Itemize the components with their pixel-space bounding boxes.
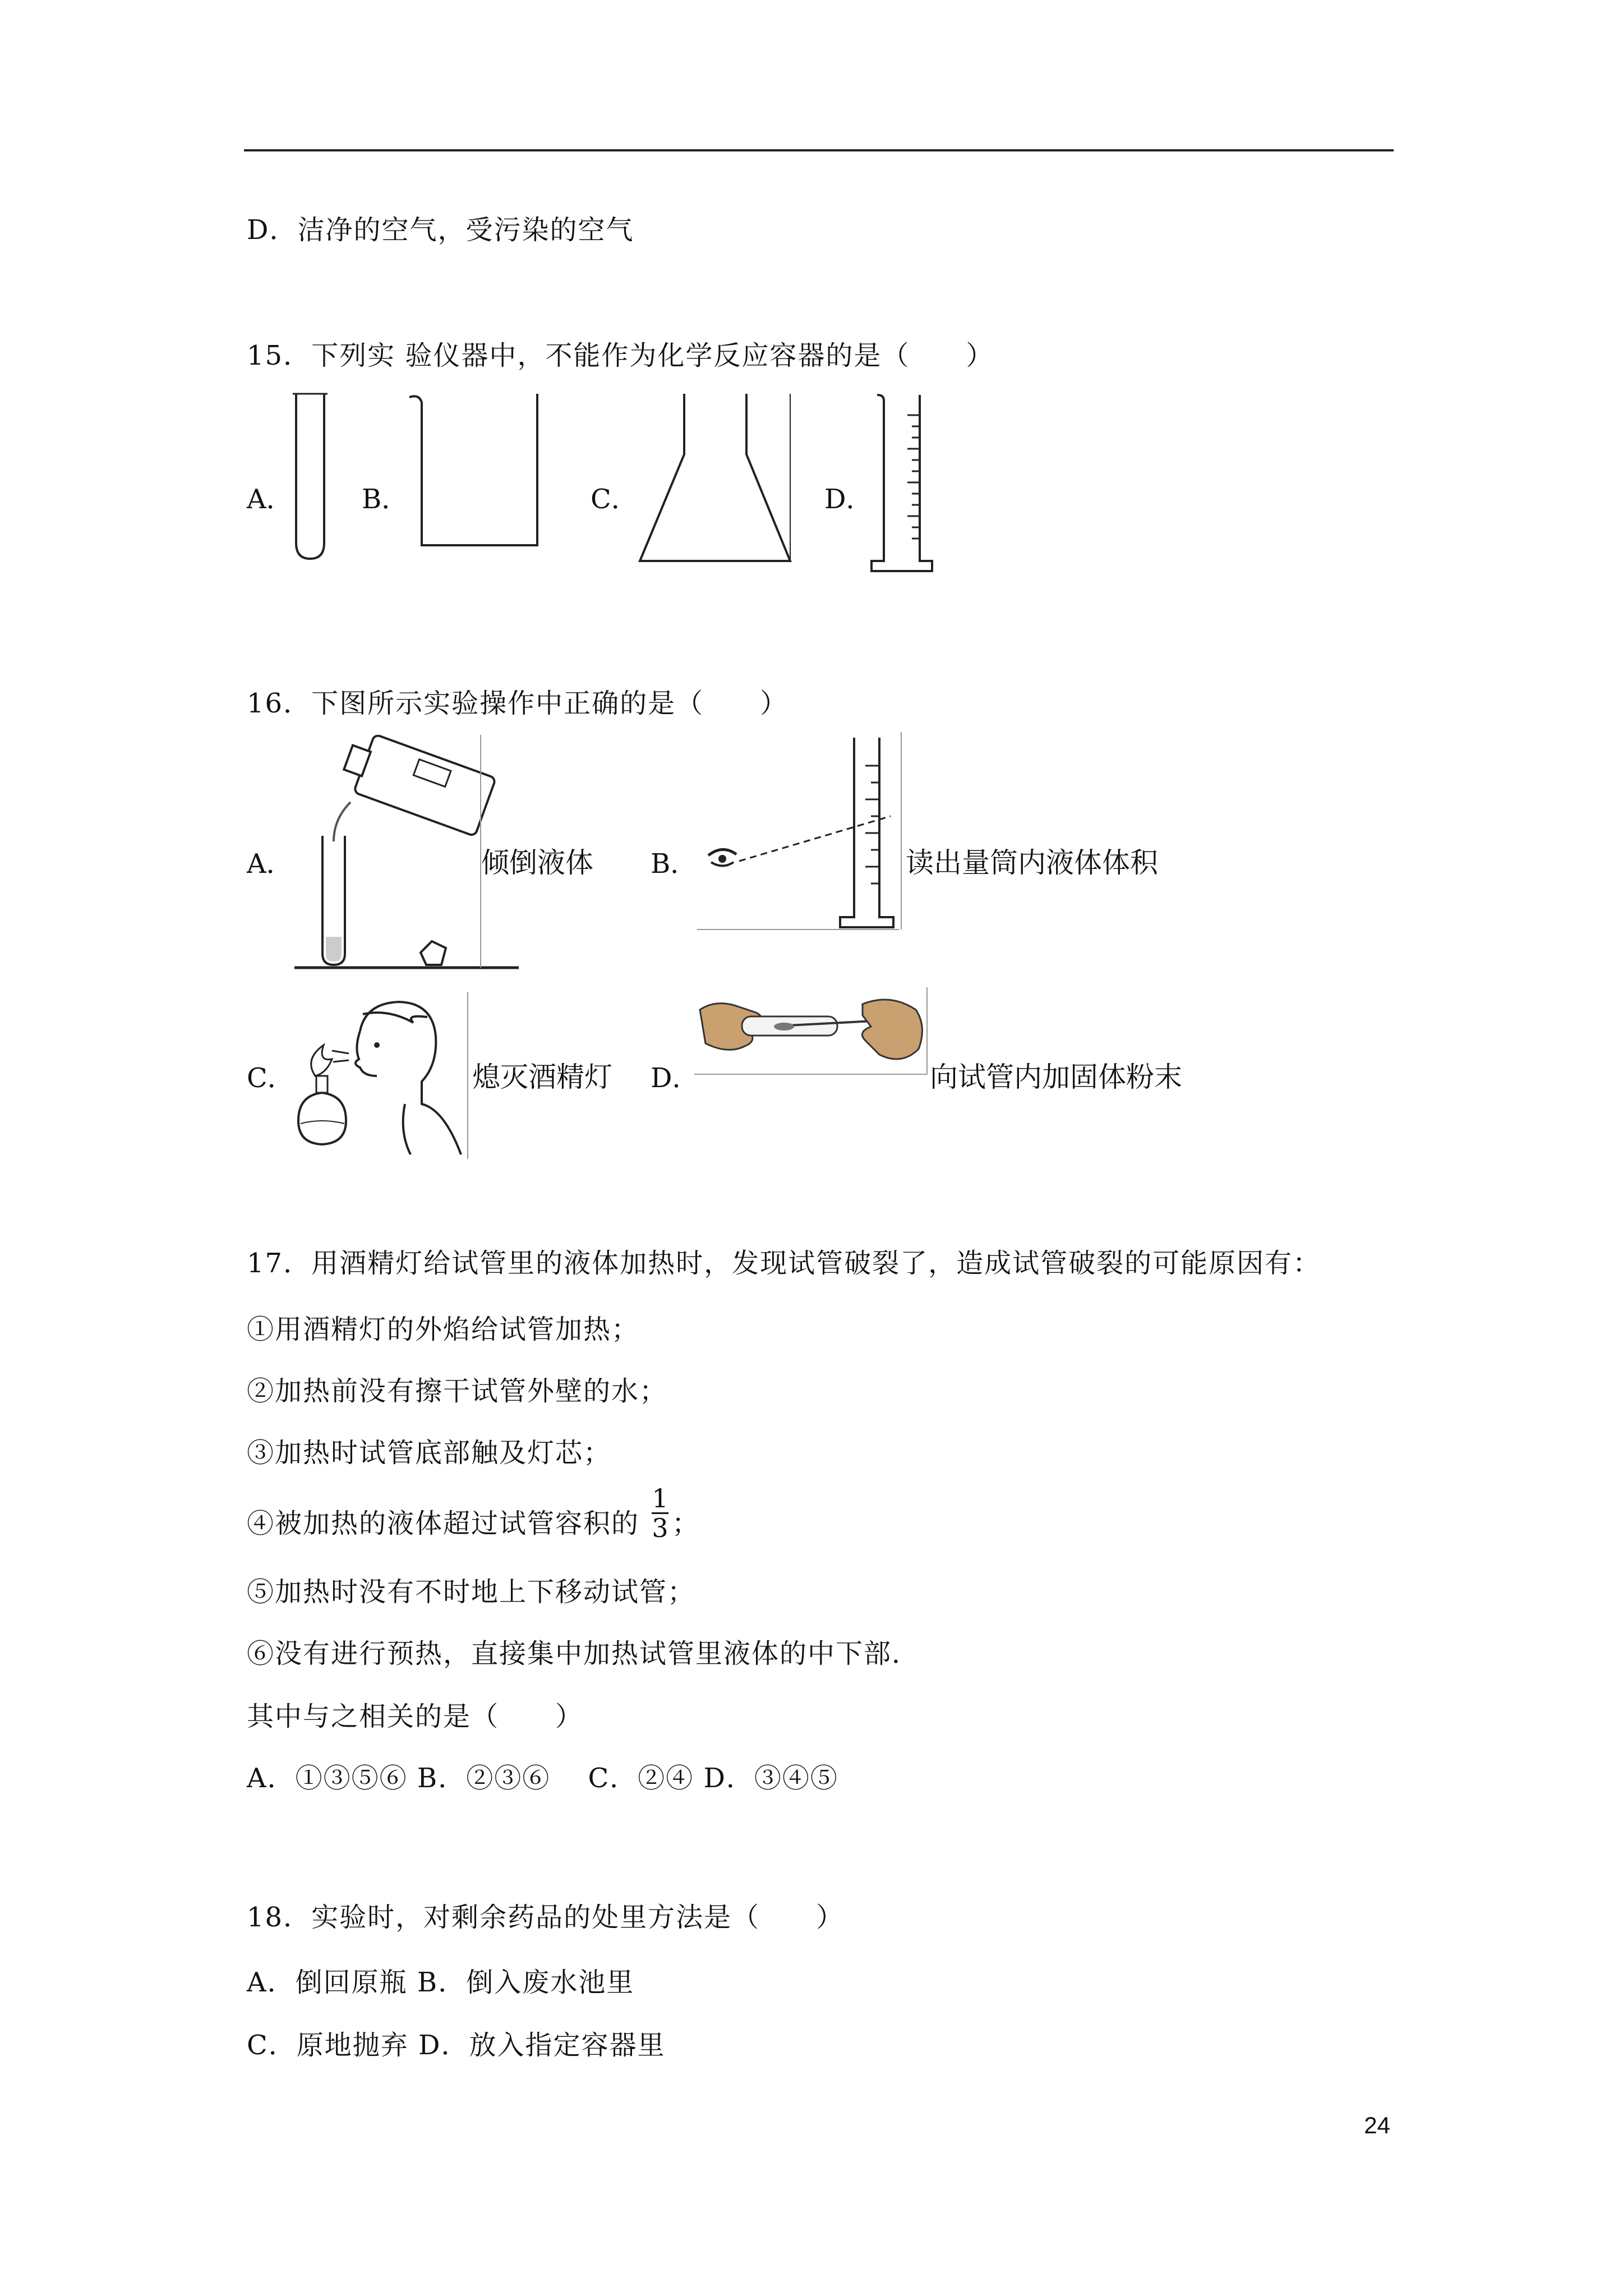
q17-item-3: ③加热时试管底部触及灯芯； <box>247 1437 612 1469</box>
q18-options-row1: A．倒回原瓶 B．倒入废水池里 <box>247 1967 635 1998</box>
beaker-icon <box>408 393 543 550</box>
q16-caption-d: 向试管内加固体粉末 <box>930 1061 1182 1093</box>
q16-caption-b: 读出量筒内液体体积 <box>906 846 1158 879</box>
reading-cylinder-icon <box>697 732 905 934</box>
test-tube-icon <box>291 393 330 561</box>
q15-label-c: C． <box>591 484 638 515</box>
q17-item-4: ④被加热的液体超过试管容积的 <box>247 1508 640 1539</box>
q15-label-d: D． <box>824 484 873 515</box>
q17-item-2: ②加热前没有擦干试管外壁的水； <box>247 1375 668 1407</box>
q17-fraction-suffix: ； <box>672 1508 699 1539</box>
prev-option-d: D．洁净的空气，受污染的空气 <box>247 214 634 246</box>
fraction-numerator: 1 <box>652 1483 668 1513</box>
q15-label-a: A． <box>247 484 293 515</box>
q16-label-c: C． <box>247 1062 294 1094</box>
page-number: 24 <box>1364 2112 1390 2138</box>
q17-item-5: ⑤加热时没有不时地上下移动试管； <box>247 1576 696 1608</box>
q15-label-b: B． <box>362 484 409 515</box>
q17-stem: 17．用酒精灯给试管里的液体加热时，发现试管破裂了，造成试管破裂的可能原因有： <box>247 1248 1321 1279</box>
adding-powder-icon <box>694 987 930 1077</box>
q16-stem: 16．下图所示实验操作中正确的是（ ） <box>247 688 789 719</box>
q16-label-b: B． <box>651 848 698 880</box>
q17-item-6: ⑥没有进行预热，直接集中加热试管里液体的中下部． <box>247 1638 920 1669</box>
q16-caption-a: 倾倒液体 <box>481 846 593 879</box>
q15-stem: 15．下列实 验仪器中，不能作为化学反应容器的是（ ） <box>247 340 994 371</box>
q16-label-a: A． <box>247 848 293 880</box>
q17-question: 其中与之相关的是（ ） <box>247 1701 584 1732</box>
q16-caption-c: 熄灭酒精灯 <box>472 1061 612 1093</box>
measuring-cylinder-icon <box>868 393 935 578</box>
q17-item-1: ①用酒精灯的外焰给试管加热； <box>247 1314 640 1345</box>
q18-options-row2: C．原地抛弃 D．放入指定容器里 <box>247 2030 666 2061</box>
fraction-denominator: 3 <box>652 1513 668 1543</box>
q17-fraction <box>652 1485 668 1541</box>
q18-stem: 18．实验时，对剩余药品的处里方法是（ ） <box>247 1902 845 1933</box>
header-rule <box>244 149 1394 151</box>
q16-label-d: D． <box>651 1062 699 1094</box>
q17-options: A．①③⑤⑥ B．②③⑥ C．②④ D．③④⑤ <box>247 1763 838 1794</box>
conical-flask-icon <box>637 392 794 565</box>
extinguishing-lamp-icon <box>293 992 472 1160</box>
